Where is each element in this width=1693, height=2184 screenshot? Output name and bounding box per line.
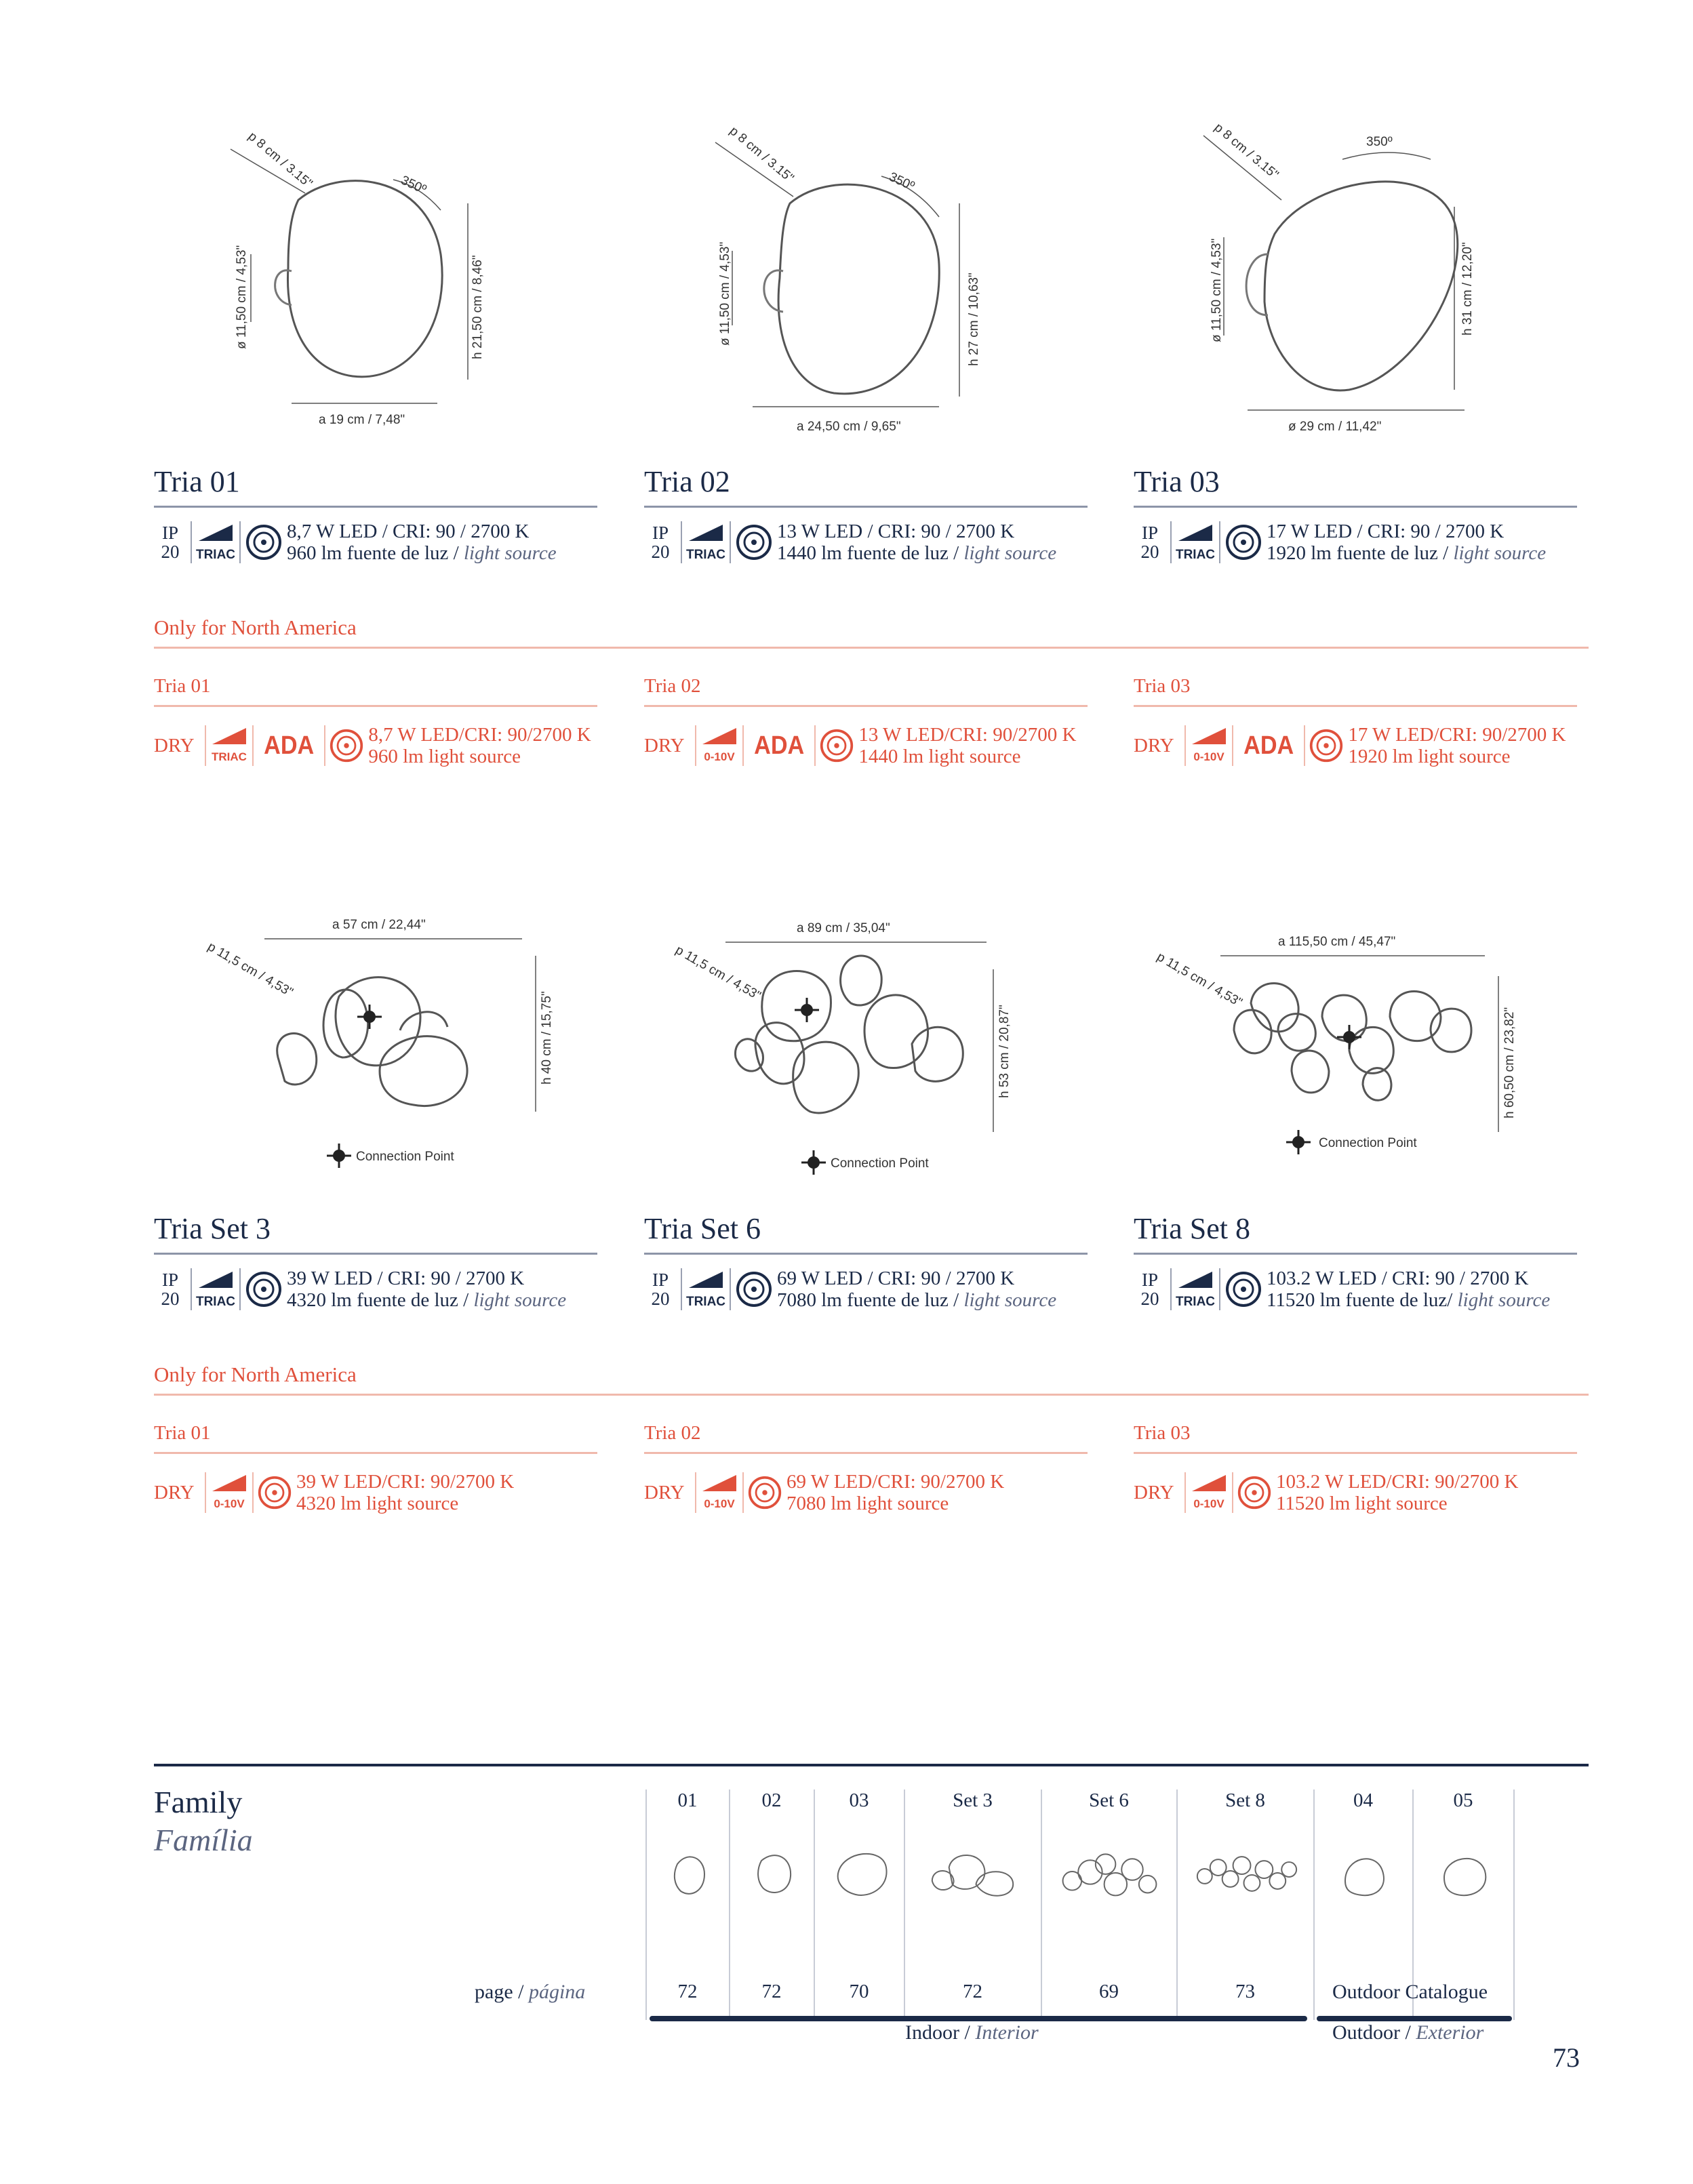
spec-lumens-en: light source (473, 1289, 567, 1311)
connection-point-label: Connection Point (831, 1156, 929, 1171)
product-title: Tria Set 3 (154, 1212, 271, 1245)
family-item-label: 01 (677, 1789, 698, 1811)
ip20-badge: IP 20 (161, 1270, 180, 1309)
product-title: Tria 03 (1134, 465, 1220, 498)
triac-label: TRIAC (686, 1295, 725, 1309)
dry-rating: DRY (644, 734, 685, 756)
product-title: Tria 02 (644, 465, 730, 498)
family-thumb (1042, 1817, 1176, 1925)
dimmable-0-10v-icon (210, 1471, 249, 1514)
family-item-page: 72 (761, 1981, 782, 2002)
driver-label: 0-10V (704, 1497, 735, 1510)
north-america-header (154, 1362, 1589, 1396)
spec-lumens-en: light source (463, 542, 557, 564)
dry-rating: DRY (154, 1481, 195, 1503)
family-thumb (1315, 1817, 1412, 1925)
spec-power: 17 W LED / CRI: 90 / 2700 K (1267, 521, 1505, 542)
dim-depth: p 11,5 cm / 4,53" (673, 943, 763, 1004)
spec-lumens-en: light source (1457, 1289, 1551, 1311)
na-spec-lumens: 1920 lm light source (1348, 746, 1511, 767)
product-title: Tria Set 6 (644, 1212, 761, 1245)
product-title: Tria 01 (154, 465, 240, 498)
drawing-tria-01 (224, 125, 509, 437)
spec-lumens: 1920 lm fuente de luz / (1267, 542, 1454, 564)
dimmable-0-10v-icon (700, 724, 739, 767)
drawing-tria-set-3 (197, 908, 576, 1193)
dim-width: a 19 cm / 7,48" (319, 413, 405, 427)
family-item-label: 02 (761, 1789, 782, 1811)
na-spec-lumens: 4320 lm light source (296, 1493, 459, 1514)
ip20-badge: IP 20 (1140, 1270, 1159, 1309)
dimmable-0-10v-icon (1189, 724, 1229, 767)
family-subtitle: Família (154, 1823, 253, 1857)
na-title: Tria 02 (644, 675, 701, 697)
triac-dimmable-icon (196, 521, 235, 564)
dim-diameter: ø 11,50 cm / 4,53" (235, 245, 249, 349)
family-item-label: Set 6 (1089, 1789, 1129, 1811)
divider (154, 506, 597, 508)
dim-angle: 350º (398, 173, 429, 197)
family-item-label: Set 8 (1225, 1789, 1265, 1811)
family-thumb (730, 1817, 813, 1925)
na-spec-power: 69 W LED/CRI: 90/2700 K (786, 1471, 1005, 1493)
triac-label: TRIAC (686, 548, 725, 562)
spec-power: 8,7 W LED / CRI: 90 / 2700 K (287, 521, 530, 542)
led-source-icon (1224, 523, 1262, 561)
dry-rating: DRY (154, 734, 195, 756)
spec-lumens-en: light source (963, 1289, 1057, 1311)
dim-height: h 21,50 cm / 8,46" (471, 255, 485, 359)
ip20-badge: IP 20 (1140, 523, 1159, 562)
dim-width: a 89 cm / 35,04" (797, 921, 890, 935)
product-tria-set-6 (644, 1209, 1088, 1313)
ip20-badge: IP 20 (651, 1270, 670, 1309)
divider (154, 1253, 597, 1255)
led-source-icon (747, 1475, 782, 1510)
family-divider (154, 1764, 1589, 1766)
led-source-icon (819, 728, 854, 763)
north-america-label: Only for North America (154, 1362, 357, 1386)
na-title: Tria 03 (1134, 675, 1191, 697)
driver-label: 0-10V (214, 1497, 245, 1510)
na-tria-03 (1134, 672, 1577, 768)
triac-label: TRIAC (1176, 548, 1215, 562)
ada-compliant-icon: ADA (754, 731, 805, 760)
dim-depth: p 11,5 cm / 4,53" (205, 939, 296, 1000)
dim-depth: p 11,5 cm / 4,53" (1154, 950, 1245, 1011)
triac-dimmable-icon (1176, 1268, 1215, 1311)
triac-label: TRIAC (1176, 1295, 1215, 1309)
outdoor-label: Outdoor / Exterior (1332, 2021, 1484, 2044)
page-label: page / página (475, 1981, 586, 2003)
dim-diameter: ø 11,50 cm / 4,53" (1210, 238, 1224, 342)
led-source-icon (245, 1270, 283, 1308)
na-spec-lumens: 7080 lm light source (786, 1493, 949, 1514)
family-item-label: 04 (1353, 1789, 1373, 1811)
na-tria-set-3 (154, 1419, 597, 1515)
dim-depth: p 8 cm / 3.15" (726, 123, 797, 186)
dimmable-0-10v-icon (700, 1471, 739, 1514)
product-tria-02 (644, 462, 1088, 566)
family-item-page: 73 (1235, 1981, 1255, 2002)
triac-dimmable-icon (210, 724, 249, 767)
dim-height: h 53 cm / 20,87" (997, 1005, 1012, 1098)
na-spec-power: 8,7 W LED/CRI: 90/2700 K (368, 724, 591, 746)
divider (644, 506, 1088, 508)
dry-rating: DRY (644, 1481, 685, 1503)
family-item-02[interactable] (730, 1789, 813, 2002)
family-item-04[interactable] (1315, 1789, 1412, 1925)
drawing-tria-03 (1193, 119, 1492, 451)
na-spec-lumens: 1440 lm light source (858, 746, 1021, 767)
family-item-03[interactable] (815, 1789, 903, 2002)
ip20-badge: IP 20 (161, 523, 180, 562)
family-thumb (1414, 1817, 1513, 1925)
na-spec-lumens: 960 lm light source (368, 746, 521, 767)
dim-width: ø 29 cm / 11,42" (1288, 420, 1382, 434)
led-source-icon (1309, 728, 1344, 763)
family-thumb (1178, 1817, 1313, 1925)
na-tria-set-8 (1134, 1419, 1577, 1515)
spec-lumens: 7080 lm fuente de luz / (777, 1289, 964, 1311)
led-source-icon (245, 523, 283, 561)
dim-depth: p 8 cm / 3.15" (1211, 120, 1281, 182)
driver-label: 0-10V (1193, 1497, 1224, 1510)
family-item-label: 05 (1453, 1789, 1473, 1811)
dim-height: h 40 cm / 15,75" (540, 991, 554, 1085)
na-spec-power: 103.2 W LED/CRI: 90/2700 K (1276, 1471, 1519, 1493)
family-title: Family (154, 1785, 243, 1819)
family-item-label: 03 (849, 1789, 869, 1811)
family-item-05[interactable] (1414, 1789, 1513, 1925)
family-item-label: Set 3 (953, 1789, 993, 1811)
spec-lumens-en: light source (963, 542, 1057, 564)
dimmable-0-10v-icon (1189, 1471, 1229, 1514)
spec-power: 103.2 W LED / CRI: 90 / 2700 K (1267, 1268, 1529, 1289)
dim-height: h 31 cm / 12,20" (1460, 242, 1475, 336)
spec-power: 13 W LED / CRI: 90 / 2700 K (777, 521, 1015, 542)
dim-diameter: ø 11,50 cm / 4,53" (718, 241, 732, 346)
family-item-01[interactable] (647, 1789, 728, 2002)
product-tria-01 (154, 462, 597, 566)
driver-label: TRIAC (212, 750, 247, 763)
divider (1134, 1253, 1577, 1255)
triac-dimmable-icon (686, 521, 725, 564)
dim-angle: 350º (886, 169, 917, 194)
triac-dimmable-icon (1176, 521, 1215, 564)
north-america-header (154, 615, 1589, 649)
na-spec-lumens: 11520 lm light source (1276, 1493, 1448, 1514)
led-source-icon (329, 728, 364, 763)
product-tria-03 (1134, 462, 1577, 566)
spec-lumens: 4320 lm fuente de luz / (287, 1289, 474, 1311)
family-item-set-6[interactable] (1042, 1789, 1176, 2002)
triac-label: TRIAC (196, 1295, 235, 1309)
driver-label: 0-10V (1193, 750, 1224, 763)
ada-compliant-icon: ADA (1243, 731, 1294, 760)
na-title: Tria 02 (644, 1422, 701, 1444)
spec-lumens-en: light source (1453, 542, 1547, 564)
led-source-icon (1224, 1270, 1262, 1308)
product-tria-set-3 (154, 1209, 597, 1313)
drawing-tria-set-6 (668, 915, 1048, 1200)
na-spec-power: 39 W LED/CRI: 90/2700 K (296, 1471, 515, 1493)
drawing-tria-02 (705, 122, 1003, 447)
na-tria-set-6 (644, 1419, 1088, 1515)
spec-power: 69 W LED / CRI: 90 / 2700 K (777, 1268, 1015, 1289)
north-america-label: Only for North America (154, 615, 357, 639)
connection-point-label: Connection Point (1319, 1136, 1417, 1150)
family-item-set-3[interactable] (905, 1789, 1040, 2002)
divider (1134, 506, 1577, 508)
ip20-badge: IP 20 (651, 523, 670, 562)
dry-rating: DRY (1134, 1481, 1174, 1503)
dim-height: h 27 cm / 10,63" (967, 272, 981, 366)
outdoor-catalogue-label: Outdoor Catalogue (1332, 1981, 1488, 2003)
dim-width: a 24,50 cm / 9,65" (797, 420, 901, 434)
na-title: Tria 01 (154, 1422, 211, 1444)
product-title: Tria Set 8 (1134, 1212, 1250, 1245)
triac-dimmable-icon (196, 1268, 235, 1311)
spec-lumens: 960 lm fuente de luz / (287, 542, 464, 564)
family-item-page: 70 (849, 1981, 869, 2002)
triac-dimmable-icon (686, 1268, 725, 1311)
dim-width: a 57 cm / 22,44" (332, 918, 426, 932)
na-title: Tria 03 (1134, 1422, 1191, 1444)
dim-height: h 60,50 cm / 23,82" (1502, 1007, 1517, 1118)
family-thumb (815, 1817, 903, 1925)
led-source-icon (735, 523, 773, 561)
page-number: 73 (1553, 2042, 1580, 2073)
connection-point-label: Connection Point (356, 1150, 454, 1164)
na-title: Tria 01 (154, 675, 211, 697)
na-tria-01 (154, 672, 597, 768)
led-source-icon (1237, 1475, 1272, 1510)
na-tria-02 (644, 672, 1088, 768)
product-tria-set-8 (1134, 1209, 1577, 1313)
triac-label: TRIAC (196, 548, 235, 562)
family-item-set-8[interactable] (1178, 1789, 1313, 2002)
dim-angle: 350º (1366, 135, 1393, 149)
dry-rating: DRY (1134, 734, 1174, 756)
led-source-icon (735, 1270, 773, 1308)
dim-width: a 115,50 cm / 45,47" (1278, 935, 1396, 949)
divider (644, 1253, 1088, 1255)
spec-lumens: 1440 lm fuente de luz / (777, 542, 964, 564)
family-item-page: 69 (1099, 1981, 1119, 2002)
family-thumb (647, 1817, 728, 1925)
ada-compliant-icon: ADA (264, 731, 315, 760)
indoor-bar (650, 2016, 1307, 2021)
na-spec-power: 13 W LED/CRI: 90/2700 K (858, 724, 1077, 746)
family-item-page: 72 (677, 1981, 698, 2002)
outdoor-bar (1317, 2016, 1512, 2021)
dim-depth: p 8 cm / 3.15" (245, 129, 315, 191)
family-thumb (905, 1817, 1040, 1925)
na-spec-power: 17 W LED/CRI: 90/2700 K (1348, 724, 1566, 746)
family-item-page: 72 (963, 1981, 982, 2002)
driver-label: 0-10V (704, 750, 735, 763)
led-source-icon (257, 1475, 292, 1510)
spec-power: 39 W LED / CRI: 90 / 2700 K (287, 1268, 525, 1289)
spec-lumens: 11520 lm fuente de luz/ (1267, 1289, 1458, 1311)
indoor-label: Indoor / Interior (905, 2021, 1039, 2044)
drawing-tria-set-8 (1146, 929, 1526, 1200)
